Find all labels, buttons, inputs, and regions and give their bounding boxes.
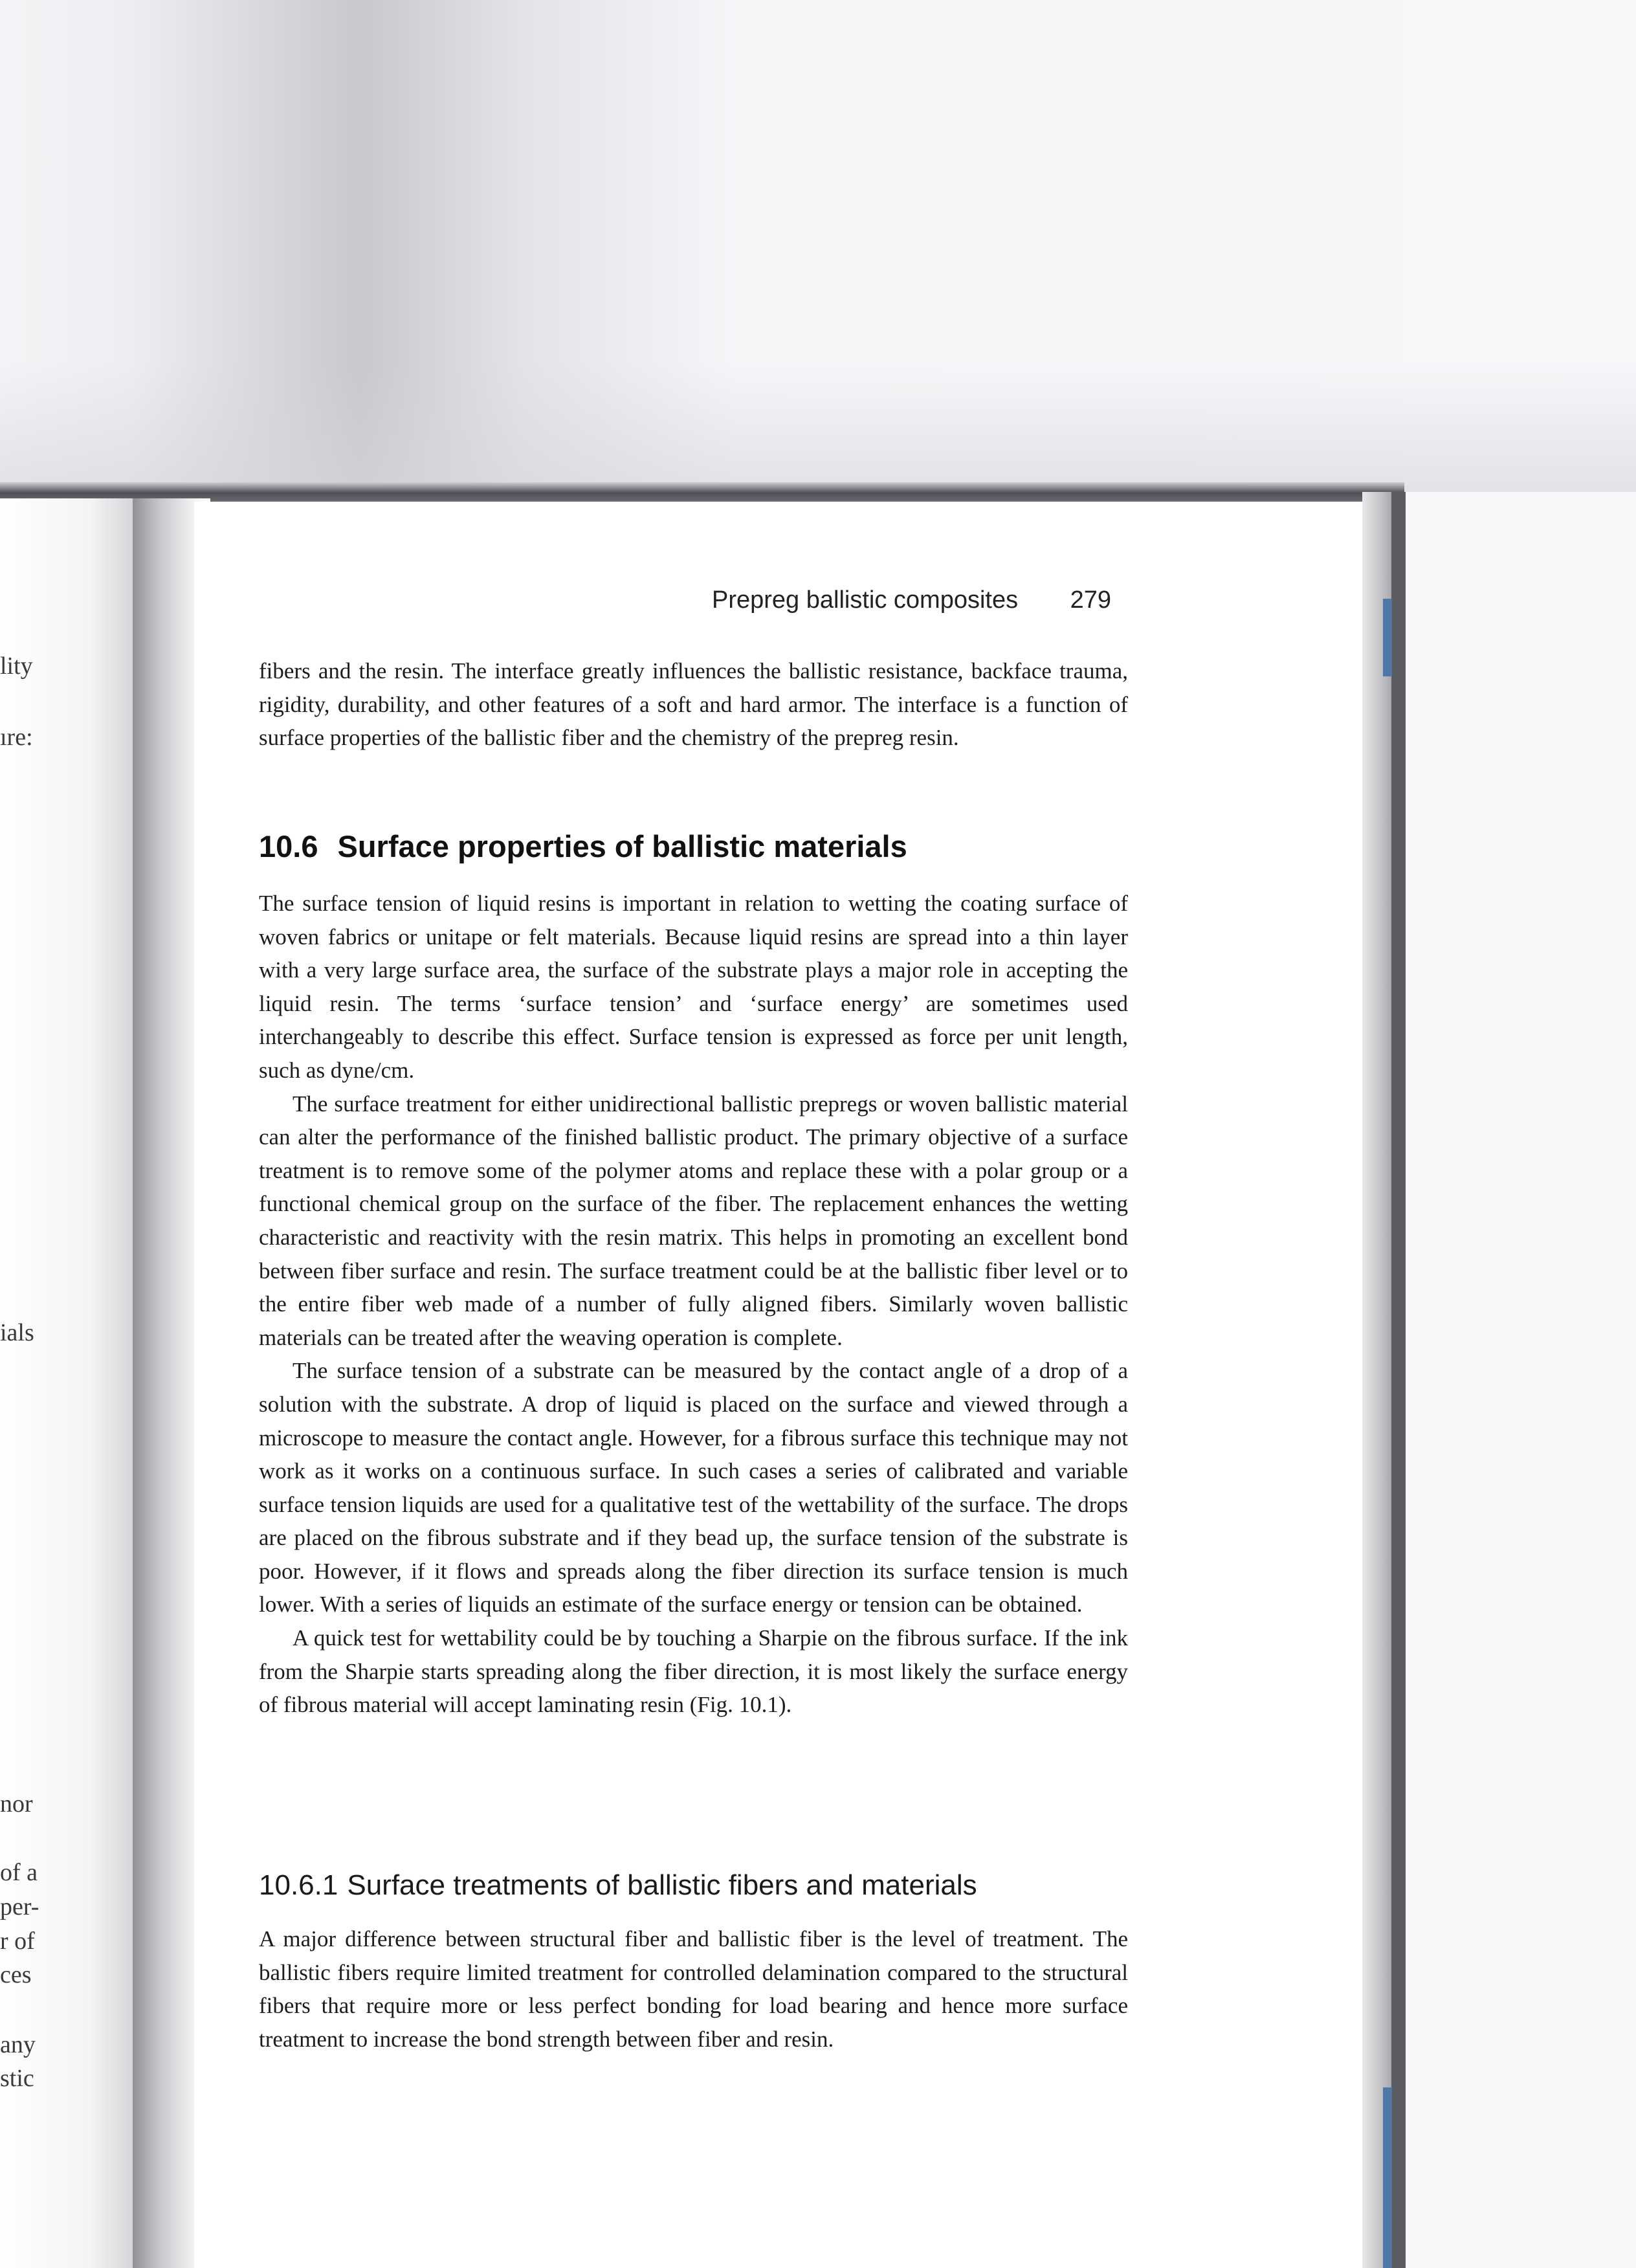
left-page-fragment: ıre: <box>0 724 33 751</box>
page-number: 279 <box>1070 586 1112 614</box>
page-tab-marker <box>1383 2087 1392 2268</box>
subsection-title: Surface treatments of ballistic fibers and materials <box>347 1869 977 1901</box>
body-paragraph: The surface treatment for either unidirectional ballistic prepregs or woven ballistic material can alter the performance of the finished ballistic product. The primary objective of a surface treatment is to remove some of the polymer atoms and replace these with a polar group or a functional chemical group on the surface of the fiber. The replacement enhances the wetting characteristic and reactivity with the resin matrix. This helps in promoting an excellent bond between fiber surface and resin. The surface treatment could be at the ballistic fiber level or to the entire fiber web made of a number of fully aligned fibers. Similarly woven ballistic materials can be treated after the weaving operation is complete. <box>259 1091 1128 1350</box>
body-paragraph: The surface tension of a substrate can be measured by the contact angle of a drop of a solution with the substrate. A drop of liquid is placed on the surface and viewed through a microscope to measure the contact angle. However, for a fibrous surface this technique may not work as it works on a continuous surface. In such cases a series of calibrated and variable surface tension liquids are used for a qualitative test of the wettability of the surface. The drops are placed on the fibrous substrate and if they bead up, the surface tension of the substrate is poor. However, if it flows and spreads along the fiber direction its surface tension is much lower. With a series of liquids an estimate of the surface energy or tension can be obtained. <box>259 1358 1128 1618</box>
left-facing-page <box>0 498 149 2268</box>
left-page-fragment: ces <box>0 1961 32 1988</box>
running-head-title: Prepreg ballistic composites <box>712 586 1019 614</box>
subsection-heading <box>259 1869 977 1902</box>
left-page-fragment: any <box>0 2031 36 2058</box>
left-page-fragment: per- <box>0 1893 39 1920</box>
section-body <box>259 887 1128 1722</box>
running-head <box>712 586 1111 614</box>
section-number: 10.6 <box>259 829 318 863</box>
left-page-fragment: ials <box>0 1319 34 1346</box>
left-page-fragment: nor <box>0 1790 33 1818</box>
book-cover-edge <box>1391 492 1406 2268</box>
book-top-edge <box>0 482 1404 502</box>
section-title: Surface properties of ballistic materials <box>337 829 907 863</box>
left-page-fragment: lity <box>0 652 33 680</box>
left-page-fragment: of a <box>0 1859 38 1886</box>
body-paragraph: The surface tension of liquid resins is important in relation to wetting the coating surface of woven fabrics or unitape or felt materials. Because liquid resins are spread into a thin layer with a very large surface area, the surface of the substrate plays a major role in accepting the liquid resin. The terms ‘surface tension’ and ‘surface energy’ are sometimes used interchangeably to describe this effect. Surface tension is expressed as force per unit length, such as dyne/cm. <box>259 891 1128 1083</box>
page-tab-marker <box>1383 599 1392 676</box>
left-page-fragment: stic <box>0 2065 34 2092</box>
left-page-fragment: r of <box>0 1928 35 1955</box>
subsection-body <box>259 1922 1128 2056</box>
subsection-number: 10.6.1 <box>259 1869 338 1901</box>
intro-paragraph: fibers and the resin. The interface greatly influences the ballistic resistance, backface trauma, rigidity, durability, and other features of a soft and hard armor. The interface is a function of surface properties of the ballistic fiber and the chemistry of the prepreg resin. <box>259 658 1128 751</box>
intro-paragraph-block <box>259 654 1128 755</box>
scanner-shadow <box>0 362 1636 492</box>
body-paragraph: A quick test for wettability could be by touching a Sharpie on the fibrous surface. If the ink from the Sharpie starts spreading along the fiber direction, it is most likely the surface energy of fibrous material will accept laminating resin (Fig. 10.1). <box>259 1625 1128 1718</box>
section-heading <box>259 828 907 864</box>
body-paragraph: A major difference between structural fiber and ballistic fiber is the level of treatment. The ballistic fibers require limited treatment for controlled delamination compared to the structural fibers that require more or less perfect bonding for load bearing and hence more surface treatment to increase the bond strength between fiber and resin. <box>259 1926 1128 2052</box>
